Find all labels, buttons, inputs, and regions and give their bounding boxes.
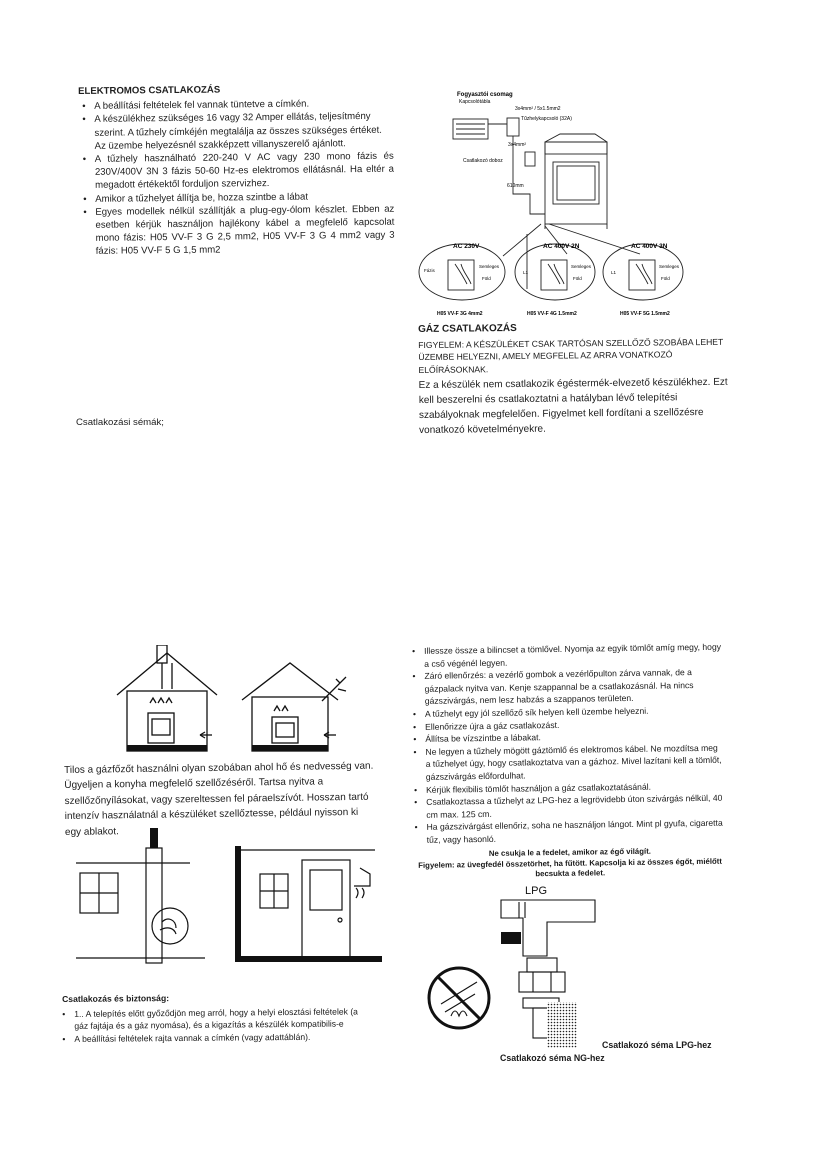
safety-list xyxy=(62,1006,362,1045)
safety-bullet: • 1.. A telepítés előtt győződjön meg arról, hogy a helyi elosztási feltételek (a gáz fajtája és a gáz nyomása), és a kigazítás a készülék kompatibilis-e xyxy=(62,1006,362,1033)
safety-heading: Csatlakozás és biztonság: xyxy=(62,993,170,1004)
cable-spec: H05 VV-F 5G 1.5mm2 xyxy=(620,311,670,317)
schemes-label: Csatlakozási sémák; xyxy=(76,417,164,428)
ventilation-illustrations xyxy=(112,645,362,755)
lpg-label: LPG xyxy=(525,885,548,897)
terminal-label: Semleges xyxy=(659,264,680,269)
safety-section xyxy=(62,990,362,1044)
step-bullet: • Ne legyen a tűzhely mögött gáztömlő és elektromos kábel. Ne mozdítsa meg a tűzhelyet úgy, hogy csatlakoztatva van a gázhoz. Mivel lazítani kell a tömlőt, gázszivárgás előfordulhat. xyxy=(413,741,723,783)
cable-a-label: 3x4mm² / 5x1.5mm2 xyxy=(515,106,561,112)
cable-spec: H05 VV-F 4G 1.5mm2 xyxy=(527,311,577,317)
lid-note: Ne csukja le a fedelet, amikor az égő világít. xyxy=(488,846,651,858)
consumer-unit-label: Fogyasztói csomag xyxy=(457,92,513,98)
config-title: AC 230V xyxy=(453,243,480,250)
cable-spec: H05 VV-F 3G 4mm2 xyxy=(437,311,483,317)
wiring-diagram xyxy=(415,84,715,324)
electrical-bullet: • A tűzhely használható 220-240 V AC vagy 230 mono fázis és 230V/400V 3N 3 fázis 50-60 Hz-es elektromos ellátásnál. Ha eltér a megadott értékektől forduljon szervizhez. xyxy=(83,150,394,193)
terminal-label: Föld xyxy=(573,276,582,281)
electrical-bullet: • A készülékhez szükséges 16 vagy 32 Amper ellátás, teljesítmény szerint. A tűzhely címkéjén megtalálja az összes szükséges értéket. Az üzembe helyezésnél szakképzett villanyszerelő ajánlott. xyxy=(82,110,393,153)
steps-section xyxy=(412,641,725,882)
step-bullet: • Kérjük flexibilis tömlőt használjon a gáz csatlakoztatásánál. xyxy=(414,779,724,796)
electrical-bullet: • A beállítási feltételek fel vannak tüntetve a címkén. xyxy=(82,97,393,113)
window-door-illustrations xyxy=(70,828,390,978)
step-bullet: • Illessze össze a bilincset a tömlővel. Nyomja az egyik tömlőt amíg megy, hogy a cső végénél legyen. xyxy=(412,641,722,671)
electrical-heading: ELEKTROMOS CSATLAKOZÁS xyxy=(78,84,221,97)
step-bullet: • Állítsa be vízszintbe a lábakat. xyxy=(413,729,723,746)
connector-diagrams xyxy=(415,880,615,1050)
distance-label: 610mm xyxy=(507,183,524,189)
gas-section xyxy=(418,320,729,438)
gas-heading: GÁZ CSATLAKOZÁS xyxy=(418,322,517,335)
caption-lpg: Csatlakozó séma LPG-hez xyxy=(602,1040,712,1050)
terminal-label: L1 xyxy=(523,270,529,275)
config-title: AC 400V 2N xyxy=(543,243,580,250)
step-bullet: • Ellenőrizze újra a gáz csatlakozást. xyxy=(413,716,723,733)
fuse-board-label: Kapcsolótábla xyxy=(459,99,491,105)
electrical-section xyxy=(78,82,395,259)
gas-body: Ez a készülék nem csatlakozik égéstermék-elvezető készülékhez. Ezt kell beszerelni és csatlakoztatni a hatályban lévő telepítési szabályoknak megfelelően. Figyelmet kell fordítani a szellőzésre vonatkozó követelményekre. xyxy=(418,376,728,436)
caption-ng: Csatlakozó séma NG-hez xyxy=(500,1053,605,1063)
step-bullet: • Csatlakoztassa a tűzhelyt az LPG-hez a legrövidebb úton szivárgás nélkül, 40 cm max. 125 cm. xyxy=(414,792,724,822)
electrical-bullet: • Amikor a tűzhelyet állítja be, hozza szintbe a lábat xyxy=(83,189,394,205)
safety-bullet: • A beállítási feltételek rajta vannak a címkén (vagy adattáblán). xyxy=(62,1030,362,1045)
steps-list xyxy=(412,641,725,847)
terminal-label: Föld xyxy=(661,276,670,281)
gas-warning: FIGYELEM: A KÉSZÜLÉKET CSAK TARTÓSAN SZELLŐZŐ SZOBÁBA LEHET ÜZEMBE HELYEZNI, AMELY MEGFELEL AZ ARRA VONATKOZÓ ELŐÍRÁSOKNAK. xyxy=(418,337,724,375)
terminal-label: Fázis xyxy=(424,268,435,273)
switch-label: Tűzhelykapcsoló (32A) xyxy=(521,116,572,122)
terminal-label: L1 xyxy=(611,270,617,275)
electrical-list xyxy=(82,97,395,259)
glass-note: Figyelem: az üvegfedél összetörhet, ha fűtött. Kapcsolja ki az összes égőt, miélőtt becsukta a fedelet. xyxy=(418,856,722,879)
junction-box xyxy=(525,152,535,166)
cooker-switch xyxy=(507,118,519,136)
terminal-label: Semleges xyxy=(479,264,500,269)
step-bullet: • Záró ellenőrzés: a vezérlő gombok a vezérlőpulton zárva vannak, de a gázpalack nyitva van. Kenje szappannal be a csatlakozásnál. Ha nincs gázszivárgás, nem lesz habzás a szappanos területen. xyxy=(412,666,722,708)
config-title: AC 400V 3N xyxy=(631,243,668,250)
cable-b-label: 3x4mm² xyxy=(508,142,527,148)
junction-box-label: Csatlakozó doboz xyxy=(463,158,503,164)
ventilation-text: Tilos a gázfőzőt használni olyan szobában ahol hő és nedvesség van. Ügyeljen a konyha megfelelő szellőzéséről. Tartsa nyitva a szellőzőnyílásokat, vagy szereltessen fel páraelszívót. Hosszan tartó intenzív használatnál a készüléket szellőztesse, például nyisson ki egy ablakot. xyxy=(64,760,374,838)
electrical-bullet: • Egyes modellek nélkül szállítják a plug-egy-ólom készlet. Ebben az esetben kérjük használjon hajlékony kábel a megfelelő kapcsolat mono fázis: H05 VV-F 3 G 2,5 mm2, H05 VV-F 3 G 4 mm2 vagy 3 fázis: H05 VV-F 5 G 1,5 mm2 xyxy=(83,203,395,259)
terminal-label: Föld xyxy=(482,276,491,281)
terminal-label: Semleges xyxy=(571,264,592,269)
step-bullet: • Ha gázszivárgást ellenőriz, soha ne használjon lángot. Mint pl gyufa, cigaretta tűz, vagy hasonló. xyxy=(414,817,724,847)
step-bullet: • A tűzhelyt egy jól szellőző sík helyen kell üzembe helyezni. xyxy=(413,704,723,721)
